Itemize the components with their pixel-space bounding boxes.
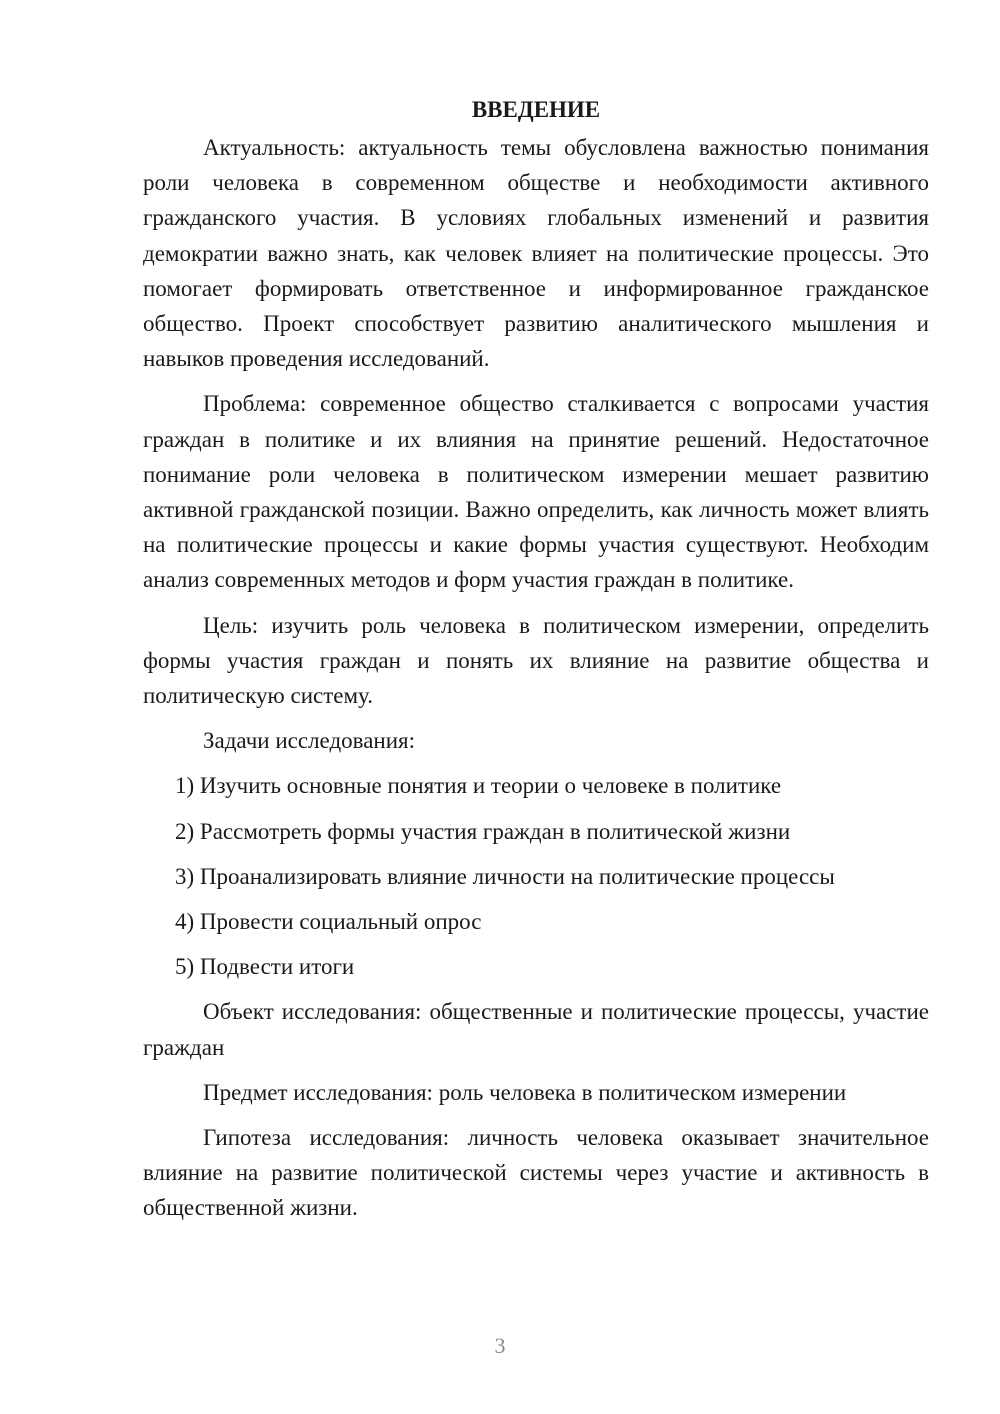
section-heading: ВВЕДЕНИЕ xyxy=(471,97,601,122)
goal-paragraph: Цель: изучить роль человека в политическом измерении, определить формы участия граждан и понять их влияние на развитие общества и политическую систему. xyxy=(143,612,929,709)
object-paragraph: Объект исследования: общественные и политические процессы, участие граждан xyxy=(143,999,929,1060)
page-number: 3 xyxy=(494,1333,506,1358)
list-item: 1) Изучить основные понятия и теории о человеке в политике xyxy=(175,773,782,799)
list-item: 3) Проанализировать влияние личности на политические процессы xyxy=(175,863,835,889)
list-item: 4) Провести социальный опрос xyxy=(175,909,482,935)
subject-paragraph: Предмет исследования: роль человека в политическом измерении xyxy=(203,1079,847,1105)
list-item: 2) Рассмотреть формы участия граждан в политической жизни xyxy=(175,818,791,844)
tasks-list xyxy=(143,768,929,984)
hypothesis-paragraph: Гипотеза исследования: личность человека оказывает значительное влияние на развитие политической системы через участие и активность в общественной жизни. xyxy=(143,1125,929,1221)
list-item: 5) Подвести итоги xyxy=(175,954,355,980)
problem-paragraph: Проблема: современное общество сталкивается с вопросами участия граждан в политике и их влияния на принятие решений. Недостаточное понимание роли человека в политическом измерении мешает развитию активной гражданской позиции. Важно определить, как личность может влиять на политические процессы и какие формы участия существуют. Необходим анализ современных методов и форм участия граждан в политике. xyxy=(143,391,929,593)
page-content xyxy=(143,92,929,1236)
tasks-title: Задачи исследования: xyxy=(203,728,416,754)
relevance-paragraph: Актуальность: актуальность темы обусловлена важностью понимания роли человека в современном обществе и необходимости активного гражданского участия. В условиях глобальных изменений и развития демократии важно знать, как человек влияет на политические процессы. Это помогает формировать ответственное и информированное гражданское общество. Проект способствует развитию аналитического мышления и навыков проведения исследований. xyxy=(143,135,929,372)
